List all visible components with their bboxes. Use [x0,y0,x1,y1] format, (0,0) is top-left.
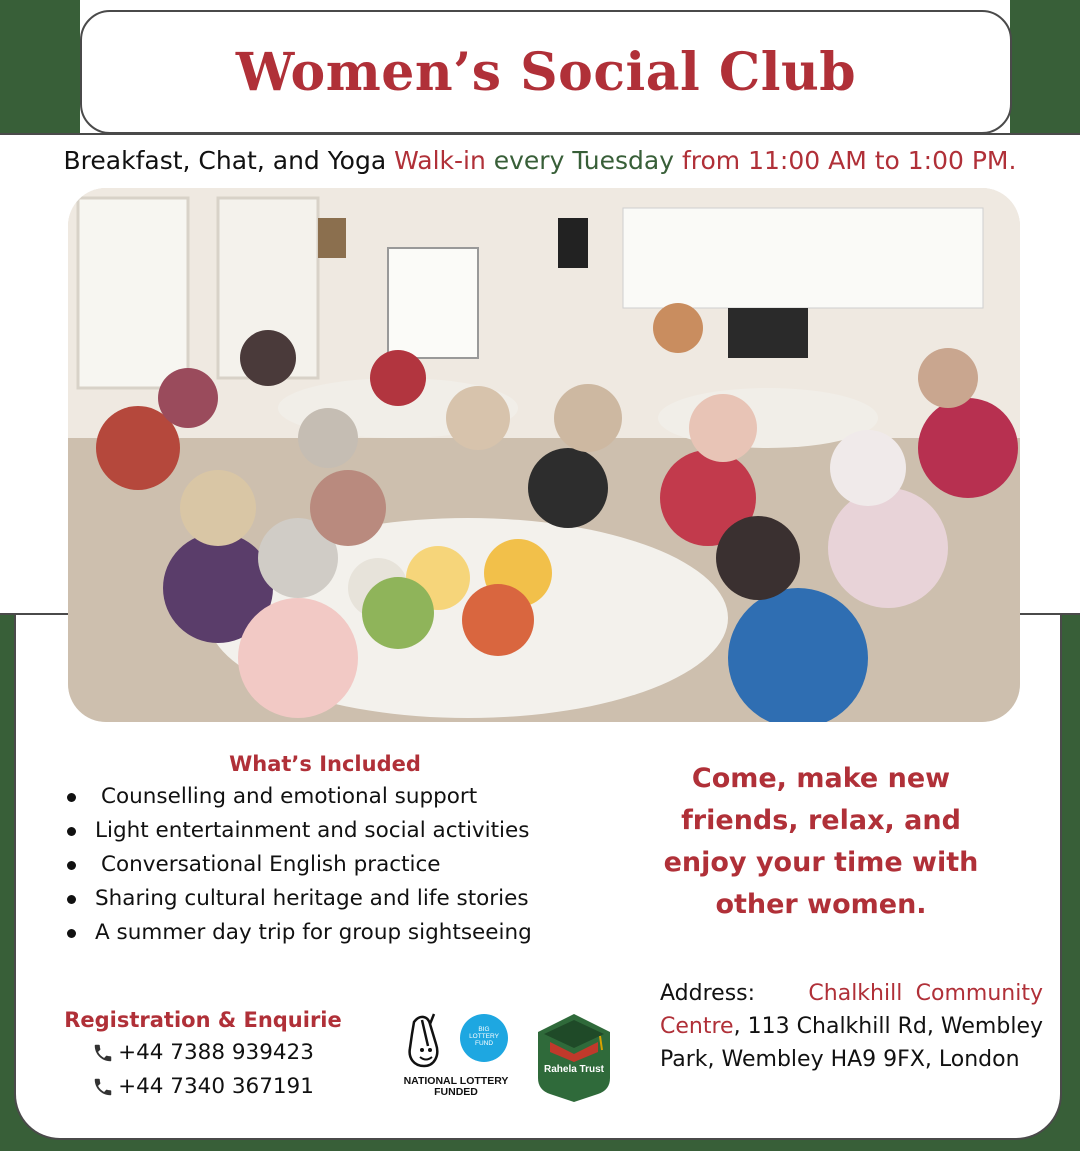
schedule-day: every Tuesday [493,146,682,175]
invitation-text: Come, make new friends, relax, and enjoy your time with other women. [663,763,979,920]
sponsor-logos [400,1010,630,1102]
rahela-label: Rahela Trust [543,1064,605,1075]
schedule-walk-in: Walk-in [394,146,494,175]
group-photo [68,188,1020,722]
schedule-time: from 11:00 AM to 1:00 PM. [681,146,1017,175]
phone-number[interactable]: +44 7388 939423 [48,1036,358,1070]
schedule-activities: Breakfast, Chat, and Yoga [63,146,395,175]
included-list [60,780,600,950]
schedule-line [0,146,1080,175]
rahela-trust-logo [534,1010,614,1102]
lottery-label: NATIONAL LOTTERY FUNDED [403,1075,509,1098]
national-lottery-logo [400,1010,512,1102]
whats-included-heading: What’s Included [229,752,421,776]
whats-included [60,752,600,950]
list-item: Conversational English practice [60,848,600,882]
address-street: , 113 Chalkhill Rd, Wembley Park, Wembley HA9 9FX, London [660,1014,1043,1072]
phone-number[interactable]: +44 7340 367191 [48,1070,358,1104]
list-item: Sharing cultural heritage and life stories [60,882,600,916]
list-item: Light entertainment and social activities [60,814,600,848]
registration-heading: Registration & Enquirie [64,1008,342,1032]
registration [48,1008,358,1104]
list-item: A summer day trip for group sightseeing [60,916,600,950]
graduation-cap-icon [534,1010,614,1102]
address [660,977,1043,1076]
title-box [80,10,1012,134]
venue-name: Chalkhill Community Centre [660,981,1043,1039]
phone-icon [92,1076,114,1098]
page-title: Women’s Social Club [235,41,857,103]
phone-icon [92,1042,114,1064]
list-item: Counselling and emotional support [60,780,600,814]
address-label: Address: [660,981,756,1006]
background-top-right [1010,0,1080,134]
big-lottery-label: BIG LOTTERY FUND [469,1026,499,1047]
background-top-left [0,0,80,134]
